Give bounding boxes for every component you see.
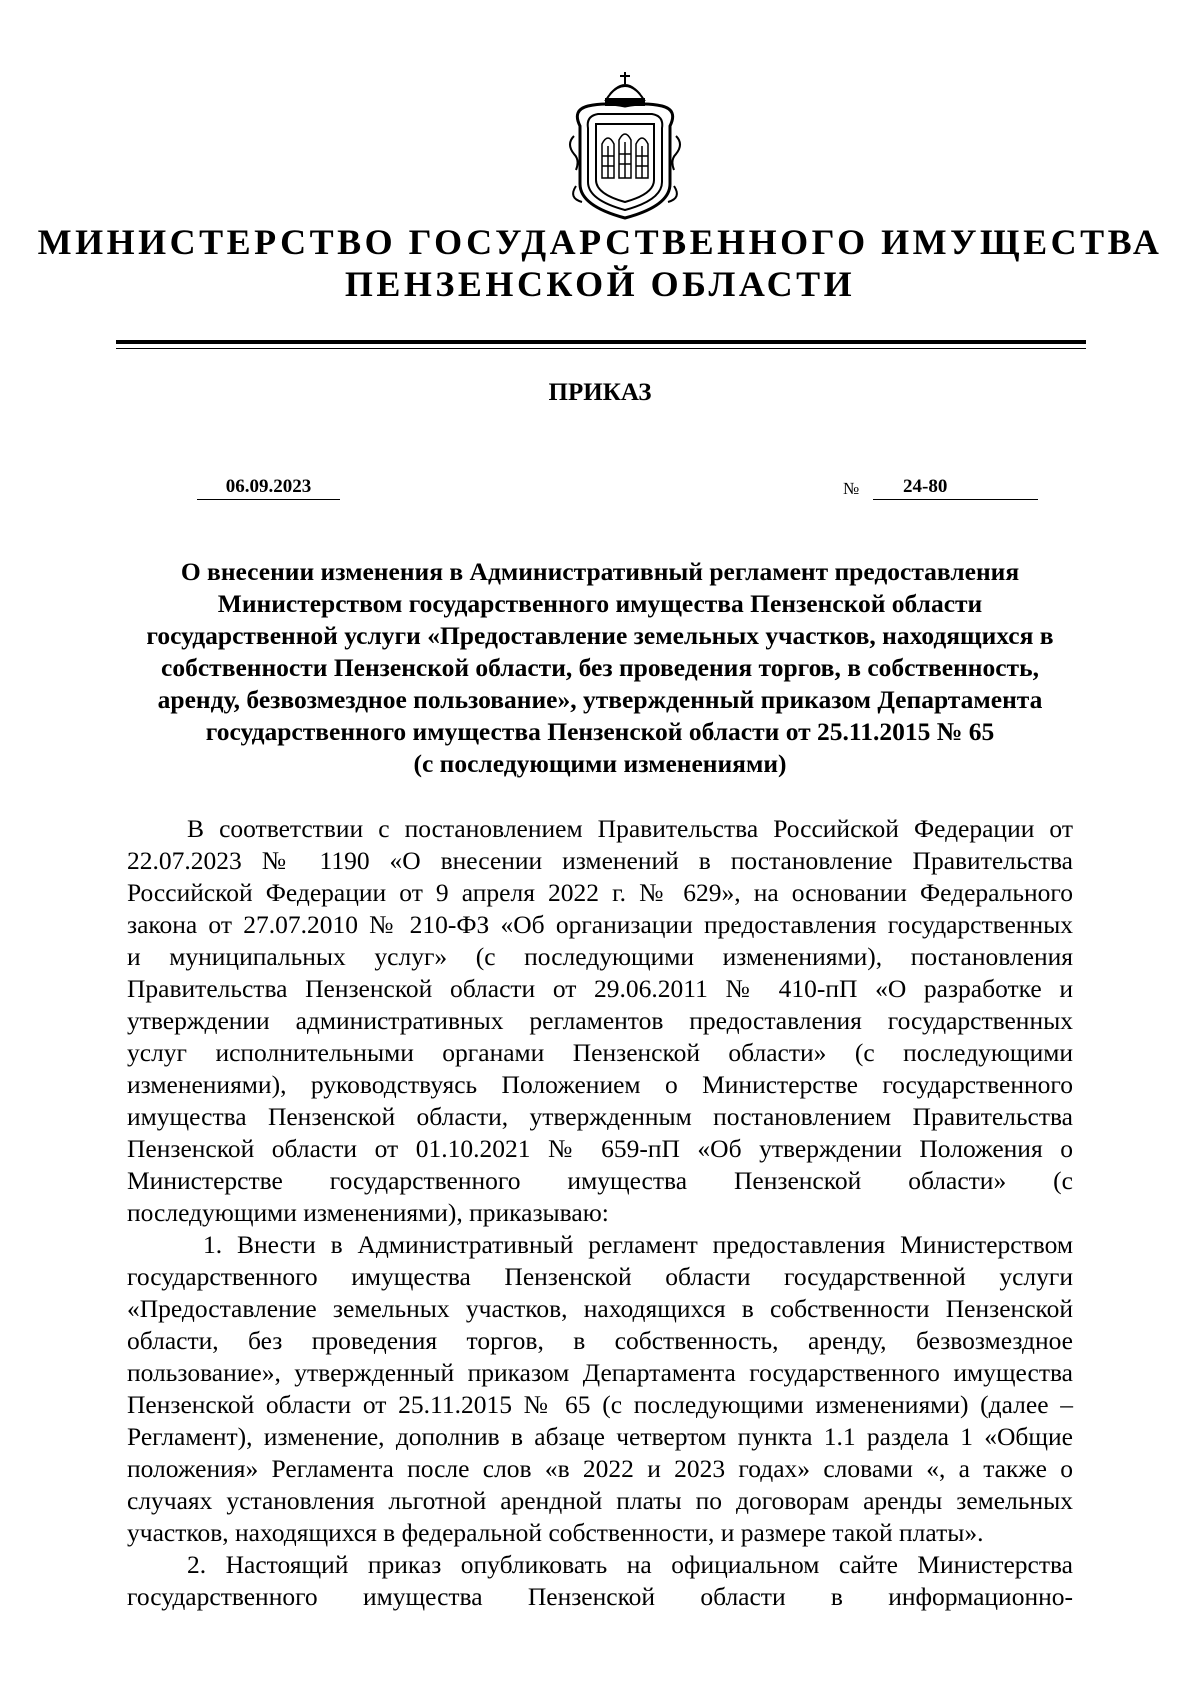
body-line: случаях установления льготной арендной платы по договорам аренды земельных xyxy=(127,1486,1073,1515)
body-line: Министерстве государственного имущества Пензенской области» (с xyxy=(127,1166,1073,1195)
ministry-name-line-2: ПЕНЗЕНСКОЙ ОБЛАСТИ xyxy=(344,264,856,304)
body-line: Пензенской области от 01.10.2021 № 659-пП «Об утверждении Положения о xyxy=(127,1134,1073,1163)
order-number-field xyxy=(873,475,1038,500)
title-line: О внесении изменения в Административный регламент предоставления xyxy=(180,557,1020,586)
body-line: услуг исполнительными органами Пензенской области» (с последующими xyxy=(127,1038,1073,1067)
order-date: 06.09.2023 xyxy=(197,475,340,500)
body-line: положения» Регламента после слов «в 2022 и 2023 годах» словами «, а также о xyxy=(127,1454,1073,1483)
body-line: «Предоставление земельных участков, находящихся в собственности Пензенской xyxy=(127,1294,1073,1323)
body-line: 2. Настоящий приказ опубликовать на официальном сайте Министерства xyxy=(187,1550,1073,1579)
body-line: изменениями), руководствуясь Положением о Министерстве государственного xyxy=(127,1070,1073,1099)
body-line: 22.07.2023 № 1190 «О внесении изменений в постановление Правительства xyxy=(127,846,1073,875)
body-line: пользование», утвержденный приказом Департамента государственного имущества xyxy=(127,1358,1073,1387)
body-line: области, без проведения торгов, в собственность, аренду, безвозмездное xyxy=(127,1326,1073,1355)
title-line: государственной услуги «Предоставление земельных участков, находящихся в xyxy=(146,621,1054,650)
body-line: Регламент), изменение, дополнив в абзаце четвертом пункта 1.1 раздела 1 «Общие xyxy=(127,1422,1073,1451)
body-line: Пензенской области от 25.11.2015 № 65 (с последующими изменениями) (далее – xyxy=(127,1390,1073,1419)
title-line: Министерством государственного имущества Пензенской области xyxy=(217,589,983,618)
body-line: государственного имущества Пензенской области в информационно- xyxy=(127,1582,1073,1611)
body-line: закона от 27.07.2010 № 210-ФЗ «Об организации предоставления государственных xyxy=(127,910,1073,939)
order-number: 24-80 xyxy=(903,476,948,497)
coat-of-arms-icon xyxy=(566,66,684,224)
body-line: участков, находящихся в федеральной собственности, и размере такой платы». xyxy=(127,1518,984,1547)
body-line: имущества Пензенской области, утвержденным постановлением Правительства xyxy=(127,1102,1073,1131)
body-line: Правительства Пензенской области от 29.06.2011 № 410-пП «О разработке и xyxy=(127,974,1073,1003)
ministry-name-line-1: МИНИСТЕРСТВО ГОСУДАРСТВЕННОГО ИМУЩЕСТВА xyxy=(37,222,1163,262)
title-line: аренду, безвозмездное пользование», утвержденный приказом Департамента xyxy=(157,685,1043,714)
body-line: 1. Внести в Административный регламент предоставления Министерством xyxy=(203,1230,1073,1259)
title-line: государственного имущества Пензенской области от 25.11.2015 № 65 xyxy=(205,717,995,746)
body-line: В соответствии с постановлением Правительства Российской Федерации от xyxy=(187,814,1073,843)
number-sign: № xyxy=(843,479,860,498)
header-divider-thin xyxy=(116,348,1086,349)
title-line: собственности Пензенской области, без проведения торгов, в собственность, xyxy=(161,653,1039,682)
header-divider-thick xyxy=(116,340,1086,344)
body-line: последующими изменениями), приказываю: xyxy=(127,1198,609,1227)
body-line: Российской Федерации от 9 апреля 2022 г. № 629», на основании Федерального xyxy=(127,878,1073,907)
title-line: (с последующими изменениями) xyxy=(413,749,787,778)
body-line: и муниципальных услуг» (с последующими изменениями), постановления xyxy=(127,942,1073,971)
body-line: государственного имущества Пензенской области государственной услуги xyxy=(127,1262,1073,1291)
document-type: ПРИКАЗ xyxy=(548,379,652,406)
body-line: утверждении административных регламентов предоставления государственных xyxy=(127,1006,1073,1035)
